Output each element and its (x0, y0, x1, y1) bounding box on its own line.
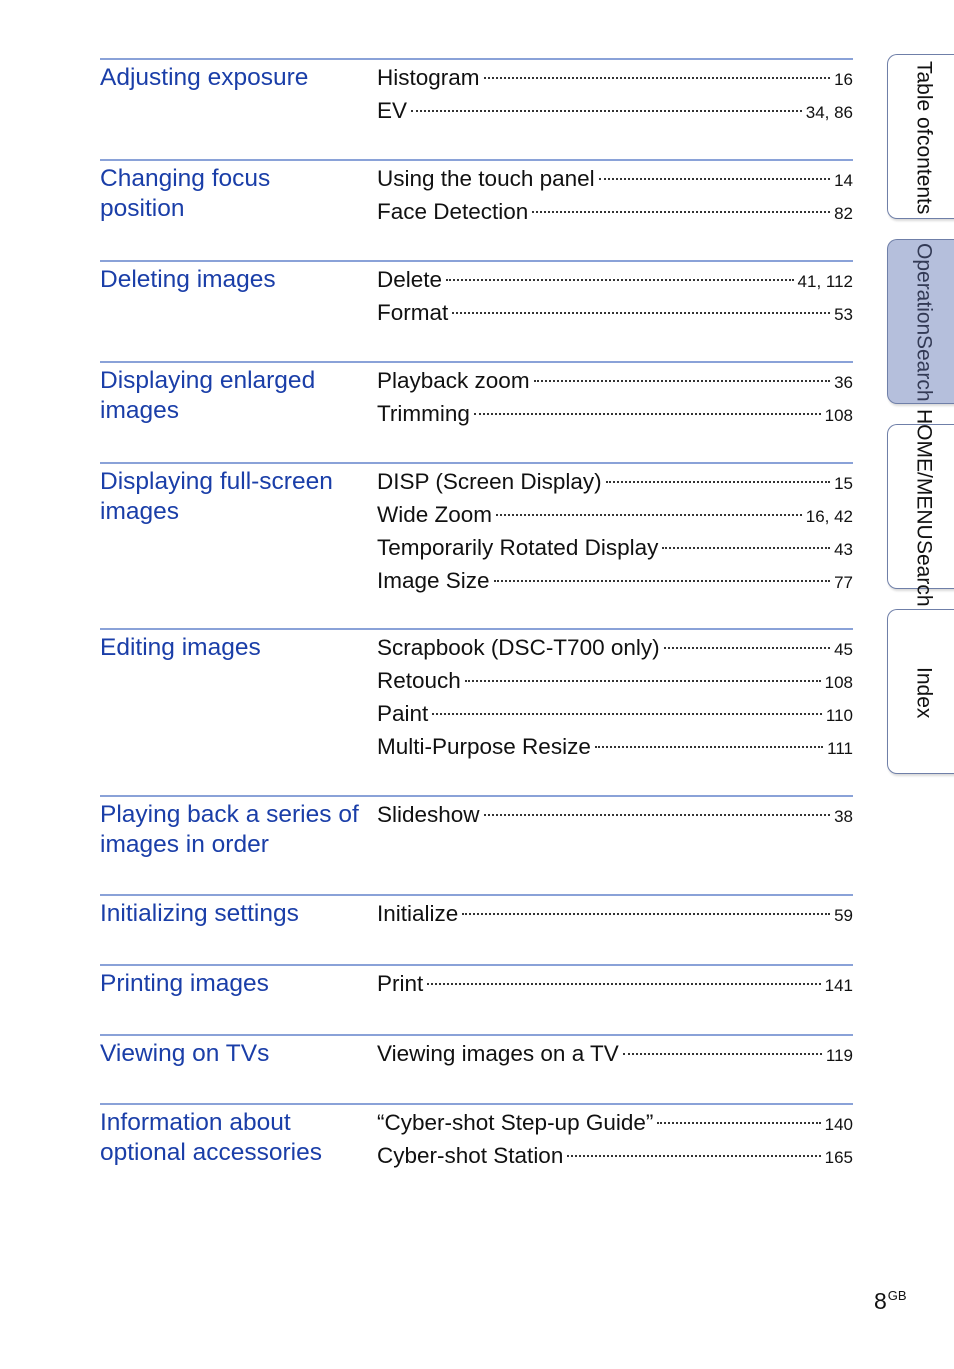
topic-line: images (100, 397, 179, 424)
section-changing-focus (100, 159, 853, 260)
dot-leader (411, 110, 802, 112)
topic-link[interactable] (100, 966, 377, 1034)
entry-label: Histogram (377, 65, 480, 90)
topic-line: images (100, 498, 179, 525)
topic-link[interactable] (100, 363, 377, 462)
dot-leader (623, 1053, 822, 1055)
section-editing-images (100, 628, 853, 795)
topic-line: Playing back a series of (100, 801, 359, 828)
section-displaying-full-screen (100, 462, 853, 628)
dot-leader (496, 514, 802, 516)
index-table (100, 58, 853, 1183)
topic-line: images in order (100, 831, 269, 858)
entry-page: 34, 86 (805, 103, 853, 122)
dot-leader (484, 814, 831, 816)
entry-link[interactable] (377, 899, 853, 932)
entry-page: 77 (834, 573, 853, 592)
section-playing-back-series (100, 795, 853, 894)
entry-label: Wide Zoom (377, 502, 493, 527)
entry-link[interactable] (377, 566, 853, 599)
entry-list (377, 363, 853, 462)
entry-list (377, 1036, 853, 1103)
dot-leader (595, 746, 823, 748)
entry-label: EV (377, 98, 408, 123)
entry-page: 108 (824, 406, 853, 425)
entry-label: Print (377, 971, 424, 996)
tab-label (894, 240, 954, 405)
topic-link[interactable] (100, 1105, 377, 1183)
section-optional-accessories (100, 1103, 853, 1183)
topic-line: Deleting images (100, 266, 276, 293)
entry-list (377, 1105, 853, 1183)
entry-link[interactable] (377, 666, 853, 699)
entry-link[interactable] (377, 63, 853, 96)
entry-list (377, 161, 853, 260)
entry-label: Temporarily Rotated Display (377, 535, 659, 560)
entry-link[interactable] (377, 500, 853, 533)
entry-label: Retouch (377, 668, 461, 693)
entry-link[interactable] (377, 633, 853, 666)
entry-label: Using the touch panel (377, 166, 595, 191)
tab-label (894, 408, 954, 607)
entry-label: Delete (377, 267, 443, 292)
entry-page: 38 (834, 807, 853, 826)
entry-label: Trimming (377, 401, 470, 426)
tab-table-of-contents[interactable] (887, 54, 954, 219)
tab-operation-search[interactable] (887, 239, 954, 404)
topic-line: Displaying full-screen (100, 468, 333, 495)
entry-label: DISP (Screen Display) (377, 469, 602, 494)
page-number (874, 1288, 907, 1315)
entry-list (377, 262, 853, 361)
entry-page: 119 (825, 1046, 853, 1065)
entry-page: 110 (825, 706, 853, 725)
entry-label: “Cyber-shot Step-up Guide” (377, 1110, 654, 1135)
entry-link[interactable] (377, 96, 853, 129)
section-adjusting-exposure (100, 58, 853, 159)
entry-link[interactable] (377, 969, 853, 1002)
topic-line: Viewing on TVs (100, 1040, 270, 1067)
topic-line: optional accessories (100, 1139, 322, 1166)
entry-link[interactable] (377, 800, 853, 833)
entry-page: 82 (834, 204, 853, 223)
entry-page: 53 (834, 305, 853, 324)
topic-line: Adjusting exposure (100, 64, 309, 91)
entry-list (377, 896, 853, 964)
dot-leader (534, 380, 831, 382)
entry-label: Scrapbook (DSC-T700 only) (377, 635, 660, 660)
page-number-value: 8 (874, 1288, 887, 1314)
dot-leader (452, 312, 830, 314)
dot-leader (662, 547, 830, 549)
topic-link[interactable] (100, 896, 377, 964)
entry-label: Image Size (377, 568, 490, 593)
entry-link[interactable] (377, 366, 853, 399)
entry-label: Initialize (377, 901, 459, 926)
entry-list (377, 60, 853, 159)
tab-label-line: Table of (912, 61, 936, 135)
entry-label: Playback zoom (377, 368, 530, 393)
entry-page: 36 (834, 373, 853, 392)
section-printing-images (100, 964, 853, 1034)
entry-page: 43 (834, 540, 853, 559)
dot-leader (599, 178, 830, 180)
entry-link[interactable] (377, 699, 853, 732)
dot-leader (446, 279, 793, 281)
topic-link[interactable] (100, 262, 377, 361)
tab-home-menu-search[interactable] (887, 408, 954, 607)
entry-list (377, 966, 853, 1034)
tab-label (894, 55, 954, 220)
topic-line: Changing focus (100, 165, 271, 192)
dot-leader (664, 647, 830, 649)
entry-page: 45 (834, 640, 853, 659)
entry-page: 111 (827, 739, 853, 758)
dot-leader (494, 580, 831, 582)
topic-line: Printing images (100, 970, 269, 997)
topic-line: Information about (100, 1109, 291, 1136)
topic-link[interactable] (100, 161, 377, 260)
entry-page: 15 (834, 474, 853, 493)
topic-link[interactable] (100, 630, 377, 795)
entry-list (377, 464, 853, 628)
entry-label: Viewing images on a TV (377, 1041, 619, 1066)
section-displaying-enlarged (100, 361, 853, 462)
entry-page: 16, 42 (805, 507, 853, 526)
entry-link[interactable] (377, 1141, 853, 1174)
section-deleting-images (100, 260, 853, 361)
entry-label: Multi-Purpose Resize (377, 734, 591, 759)
entry-link[interactable] (377, 467, 853, 500)
dot-leader (432, 713, 822, 715)
entry-page: 16 (834, 70, 853, 89)
topic-line: Editing images (100, 634, 261, 661)
entry-link[interactable] (377, 298, 853, 331)
entry-link[interactable] (377, 197, 853, 230)
topic-link[interactable] (100, 797, 377, 894)
entry-link[interactable] (377, 1039, 853, 1072)
tab-label (894, 610, 954, 775)
entry-page: 59 (834, 906, 853, 925)
page-suffix: GB (887, 1288, 907, 1303)
tab-label-line: Index (912, 666, 936, 719)
entry-list (377, 797, 853, 894)
entry-link[interactable] (377, 732, 853, 765)
topic-line: position (100, 195, 185, 222)
dot-leader (657, 1122, 820, 1124)
dot-leader (462, 913, 830, 915)
dot-leader (474, 413, 821, 415)
entry-page: 141 (824, 976, 853, 995)
entry-link[interactable] (377, 399, 853, 432)
tab-label-line: Search (912, 539, 936, 607)
entry-label: Slideshow (377, 802, 480, 827)
entry-page: 165 (824, 1148, 853, 1167)
entry-link[interactable] (377, 533, 853, 566)
dot-leader (532, 211, 830, 213)
section-viewing-on-tvs (100, 1034, 853, 1103)
entry-link[interactable] (377, 164, 853, 197)
tab-index[interactable] (887, 609, 954, 774)
tab-label-line: contents (912, 134, 936, 214)
dot-leader (484, 77, 831, 79)
dot-leader (606, 481, 830, 483)
topic-link[interactable] (100, 1036, 377, 1103)
tab-label-line: HOME/MENU (912, 408, 936, 540)
dot-leader (465, 680, 821, 682)
entry-page: 41, 112 (797, 272, 853, 291)
entry-label: Format (377, 300, 449, 325)
entry-link[interactable] (377, 265, 853, 298)
tab-label-line: Operation (912, 243, 936, 336)
topic-line: Displaying enlarged (100, 367, 316, 394)
entry-list (377, 630, 853, 795)
dot-leader (427, 983, 820, 985)
entry-label: Face Detection (377, 199, 529, 224)
entry-label: Cyber-shot Station (377, 1143, 564, 1168)
topic-link[interactable] (100, 60, 377, 159)
dot-leader (567, 1155, 820, 1157)
entry-label: Paint (377, 701, 429, 726)
topic-link[interactable] (100, 464, 377, 628)
entry-page: 140 (824, 1115, 853, 1134)
entry-page: 108 (824, 673, 853, 692)
entry-page: 14 (834, 171, 853, 190)
entry-link[interactable] (377, 1108, 853, 1141)
tab-label-line: Search (912, 335, 936, 402)
topic-line: Initializing settings (100, 900, 299, 927)
section-initializing-settings (100, 894, 853, 964)
